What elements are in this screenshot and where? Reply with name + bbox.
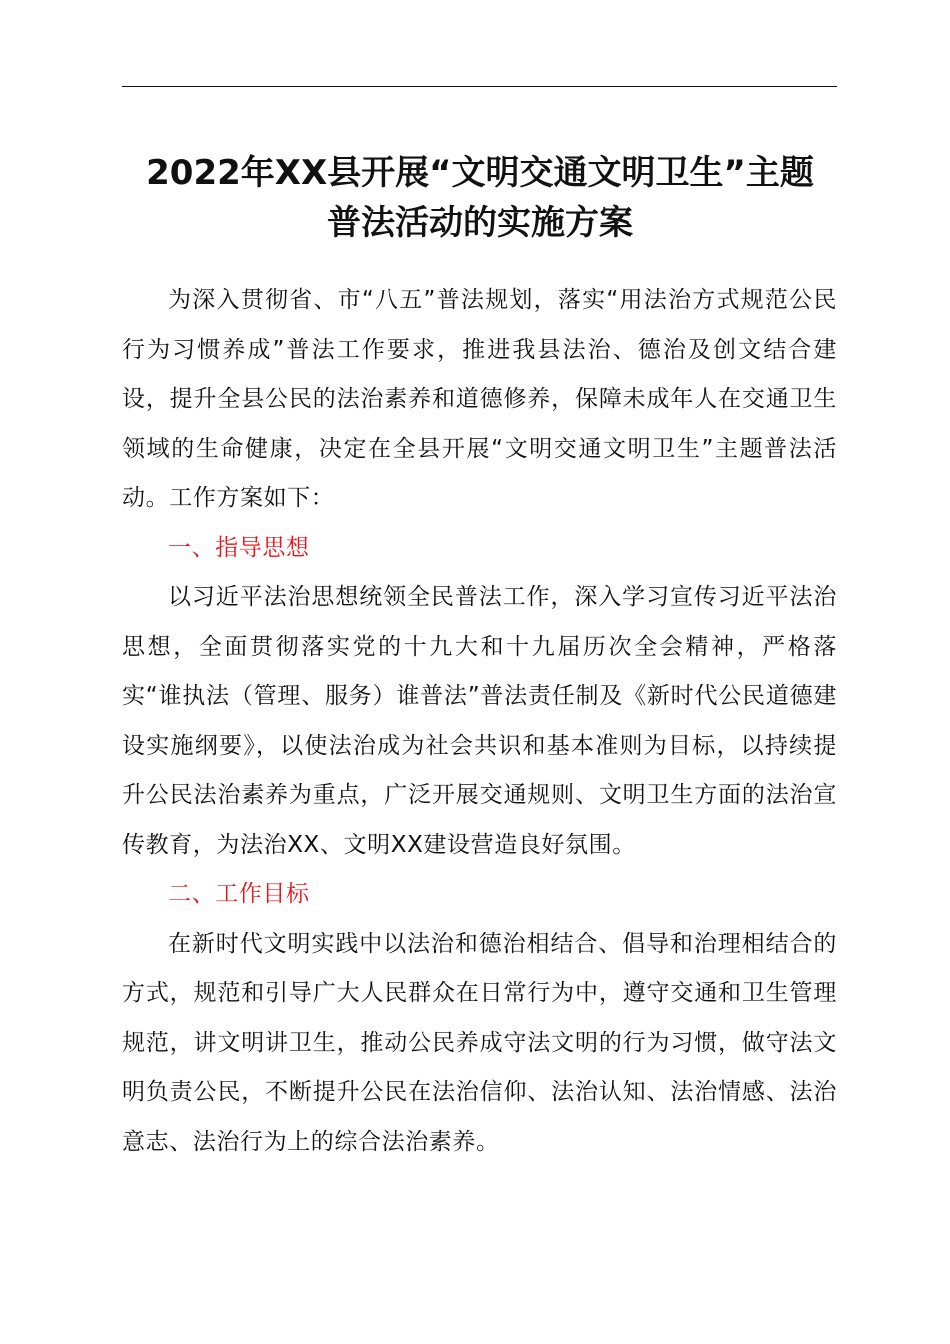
section-heading-guiding-ideology: 一、指导思想: [168, 534, 310, 561]
section-body-guiding-ideology: 以习近平法治思想统领全民普法工作，深入学习宣传习近平法治思想，全面贯彻落实党的十九大和十九届历次全会精神，严格落实“谁执法（管理、服务）谁普法”普法责任制及《新时代公民道德建设实施纲要》，以使法治成为社会共识和基本准则为目标，以持续提升公民法治素养为重点，广泛开展交通规则、文明卫生方面的法治宣传教育，为法治XX、文明XX建设营造良好氛围。: [122, 584, 837, 858]
title-line-1: 2022年XX县开展“文明交通文明卫生”主题: [146, 153, 814, 193]
document-body: [122, 276, 837, 1167]
header-rule: [122, 86, 837, 87]
intro-paragraph: 为深入贯彻省、市“八五”普法规划，落实“用法治方式规范公民行为习惯养成”普法工作要求，推进我县法治、德治及创文结合建设，提升全县公民的法治素养和道德修养，保障未成年人在交通卫生领域的生命健康，决定在全县开展“文明交通文明卫生”主题普法活动。工作方案如下：: [122, 287, 837, 511]
section-heading-work-goals: 二、工作目标: [168, 881, 310, 907]
section-body-work-goals: 在新时代文明实践中以法治和德治相结合、倡导和治理相结合的方式，规范和引导广大人民群众在日常行为中，遵守交通和卫生管理规范，讲文明讲卫生，推动公民养成守法文明的行为习惯，做守法文明负责公民，不断提升公民在法治信仰、法治认知、法治情感、法治意志、法治行为上的综合法治素养。: [122, 930, 837, 1155]
title-line-2: 普法活动的实施方案: [327, 203, 633, 243]
document-title: [80, 148, 880, 248]
